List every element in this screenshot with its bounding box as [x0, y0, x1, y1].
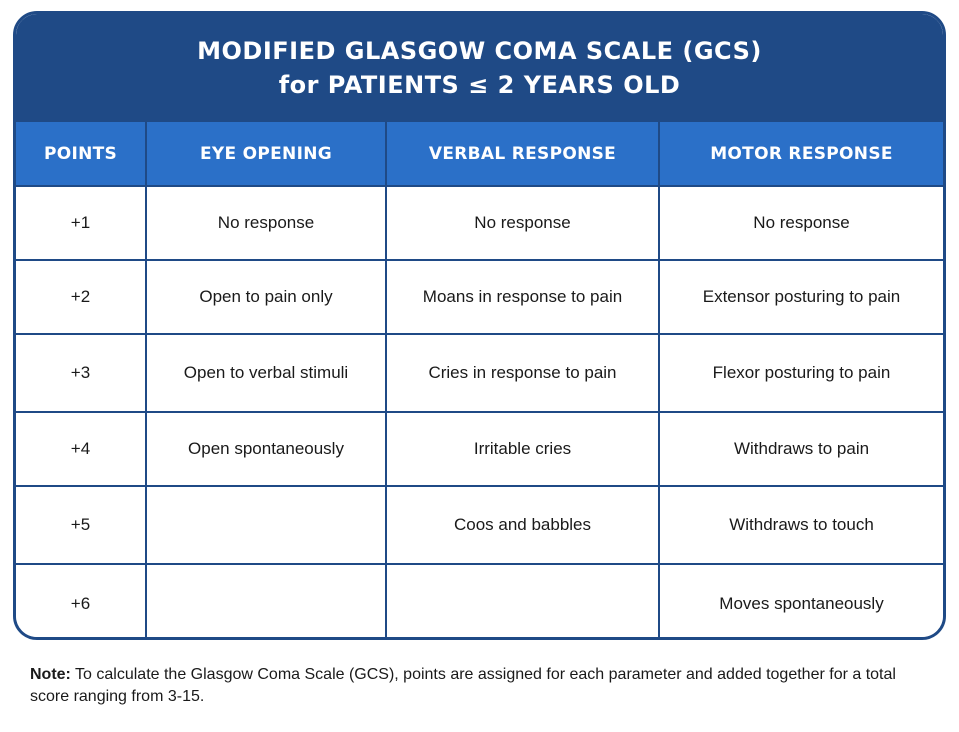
table-row	[16, 334, 943, 412]
eye-cell: No response	[146, 186, 386, 260]
header-verbal-response: VERBAL RESPONSE	[386, 122, 659, 186]
table-row	[16, 186, 943, 260]
note-text: To calculate the Glasgow Coma Scale (GCS), points are assigned for each parameter and added together for a total score ranging from 3-15.	[30, 666, 896, 705]
header-eye-opening: EYE OPENING	[146, 122, 386, 186]
motor-cell: No response	[659, 186, 943, 260]
verbal-cell: No response	[386, 186, 659, 260]
points-cell: +2	[16, 260, 146, 334]
motor-cell: Flexor posturing to pain	[659, 334, 943, 412]
eye-cell	[146, 486, 386, 564]
gcs-table	[16, 122, 943, 640]
note-paragraph	[30, 664, 930, 708]
eye-cell: Open to verbal stimuli	[146, 334, 386, 412]
verbal-cell: Cries in response to pain	[386, 334, 659, 412]
gcs-card	[13, 11, 946, 640]
eye-cell	[146, 564, 386, 640]
verbal-cell	[386, 564, 659, 640]
points-cell: +3	[16, 334, 146, 412]
title-line-1: MODIFIED GLASGOW COMA SCALE (GCS)	[197, 37, 762, 65]
header-motor-response: MOTOR RESPONSE	[659, 122, 943, 186]
motor-cell: Moves spontaneously	[659, 564, 943, 640]
eye-cell: Open spontaneously	[146, 412, 386, 486]
table-row	[16, 486, 943, 564]
header-points: POINTS	[16, 122, 146, 186]
motor-cell: Withdraws to touch	[659, 486, 943, 564]
verbal-cell: Irritable cries	[386, 412, 659, 486]
points-cell: +1	[16, 186, 146, 260]
header-row	[16, 122, 943, 186]
eye-cell: Open to pain only	[146, 260, 386, 334]
points-cell: +5	[16, 486, 146, 564]
note-label: Note:	[30, 666, 71, 683]
motor-cell: Extensor posturing to pain	[659, 260, 943, 334]
title-line-2: for PATIENTS ≤ 2 YEARS OLD	[278, 71, 681, 99]
motor-cell: Withdraws to pain	[659, 412, 943, 486]
table-row	[16, 260, 943, 334]
verbal-cell: Moans in response to pain	[386, 260, 659, 334]
table-row	[16, 564, 943, 640]
table-row	[16, 412, 943, 486]
points-cell: +4	[16, 412, 146, 486]
verbal-cell: Coos and babbles	[386, 486, 659, 564]
points-cell: +6	[16, 564, 146, 640]
title-bar	[16, 14, 943, 122]
